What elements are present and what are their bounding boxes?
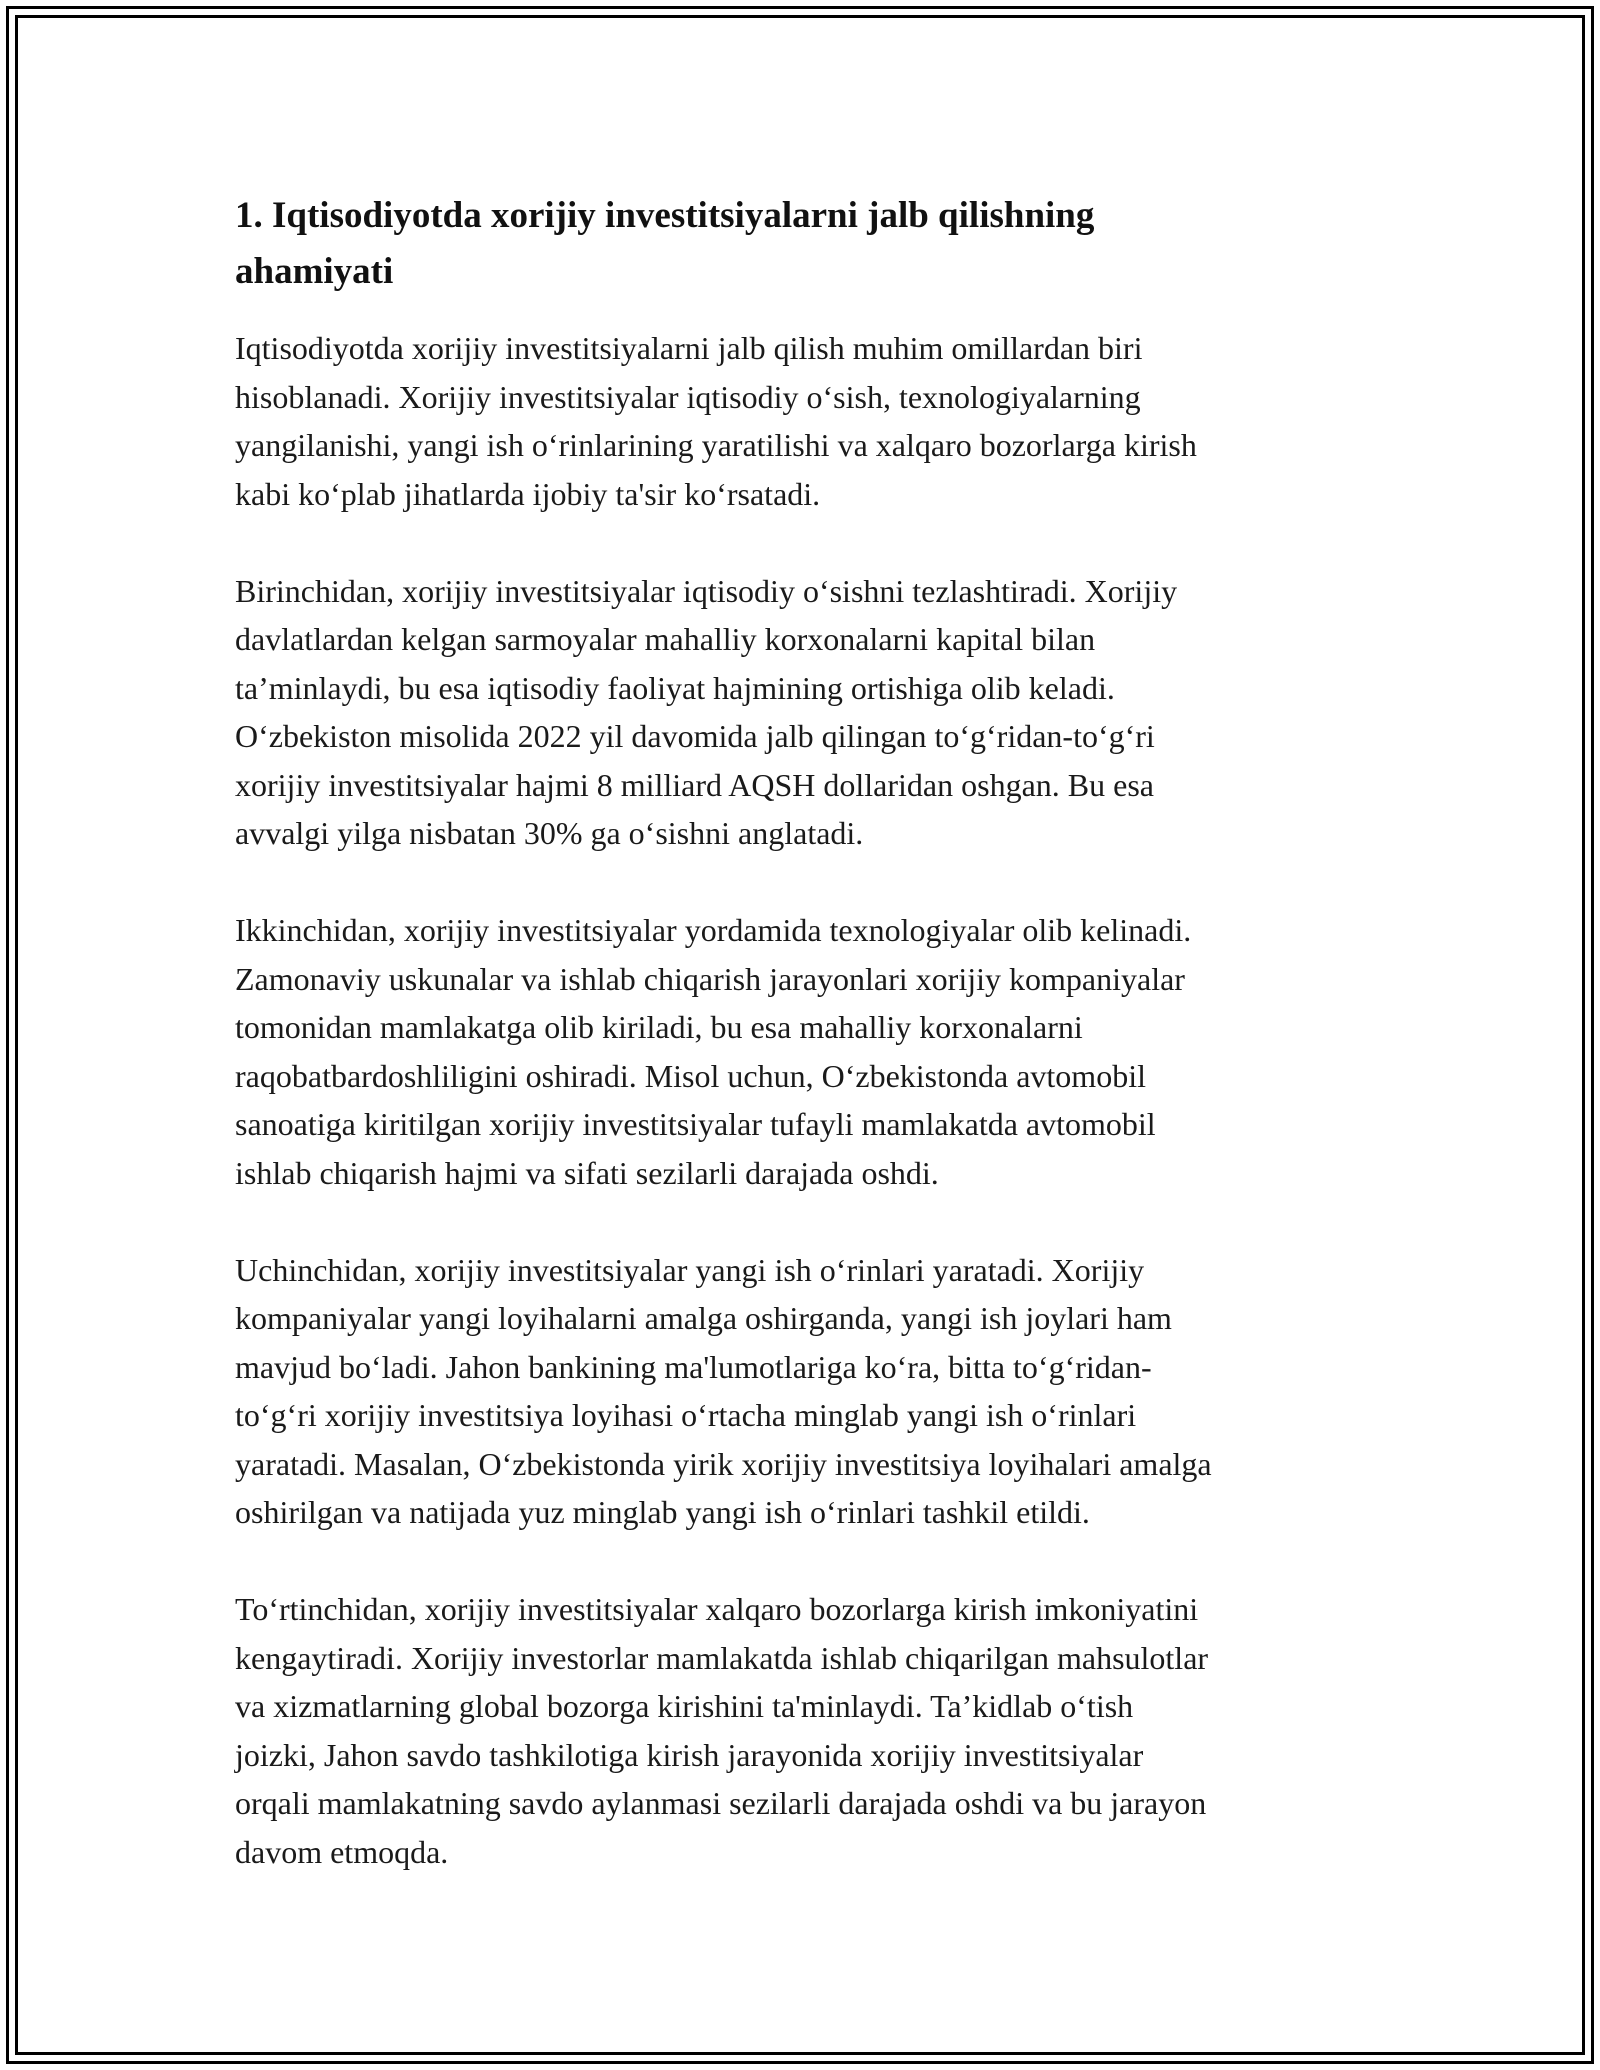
text-line: ishlab chiqarish hajmi va sifati sezilarli darajada oshdi. <box>235 1154 939 1191</box>
text-line: orqali mamlakatning savdo aylanmasi sezilarli darajada oshdi va bu jarayon <box>235 1785 1207 1821</box>
paragraph-second-point <box>235 906 1355 1197</box>
text-line: xorijiy investitsiyalar hajmi 8 milliard AQSH dollaridan oshgan. Bu esa <box>235 766 1154 803</box>
text-line: Iqtisodiyotda xorijiy investitsiyalarni jalb qilish muhim omillardan biri <box>235 330 1143 366</box>
heading-line: 1. Iqtisodiyotda xorijiy investitsiyalarni jalb qilishning <box>235 195 1095 236</box>
document-body <box>235 188 1355 1925</box>
text-line: To‘rtinchidan, xorijiy investitsiyalar xalqaro bozorlarga kirish imkoniyatini <box>235 1591 1199 1627</box>
text-line: hisoblanadi. Xorijiy investitsiyalar iqtisodiy o‘sish, texnologiyalarning <box>235 378 1141 415</box>
paragraph-intro <box>235 324 1355 518</box>
text-line: oshirilgan va natijada yuz minglab yangi ish o‘rinlari tashkil etildi. <box>235 1494 1090 1530</box>
text-line: tomonidan mamlakatga olib kiriladi, bu esa mahalliy korxonalarni <box>235 1009 1083 1045</box>
text-line: davom etmoqda. <box>235 1833 449 1870</box>
text-line: kabi ko‘plab jihatlarda ijobiy ta'sir ko‘rsatadi. <box>235 475 821 512</box>
text-line: mavjud bo‘ladi. Jahon bankining ma'lumotlariga ko‘ra, bitta to‘g‘ridan- <box>235 1348 1152 1385</box>
text-line: O‘zbekiston misolida 2022 yil davomida jalb qilingan to‘g‘ridan-to‘g‘ri <box>235 718 1155 754</box>
text-line: yaratadi. Masalan, O‘zbekistonda yirik xorijiy investitsiya loyihalari amalga <box>235 1445 1212 1482</box>
text-line: avvalgi yilga nisbatan 30% ga o‘sishni anglatadi. <box>235 815 864 851</box>
text-line: joizki, Jahon savdo tashkilotiga kirish jarayonida xorijiy investitsiyalar <box>235 1736 1144 1773</box>
text-line: kompaniyalar yangi loyihalarni amalga oshirganda, yangi ish joylari ham <box>235 1300 1172 1336</box>
paragraph-fourth-point <box>235 1585 1355 1876</box>
text-line: va xizmatlarning global bozorga kirishini ta'minlaydi. Ta’kidlab o‘tish <box>235 1688 1134 1724</box>
text-line: Ikkinchidan, xorijiy investitsiyalar yordamida texnologiyalar olib kelinadi. <box>235 912 1192 948</box>
section-heading <box>235 188 1355 300</box>
text-line: davlatlardan kelgan sarmoyalar mahalliy korxonalarni kapital bilan <box>235 621 1096 657</box>
text-line: Zamonaviy uskunalar va ishlab chiqarish jarayonlari xorijiy kompaniyalar <box>235 960 1185 997</box>
text-line: kengaytiradi. Xorijiy investorlar mamlakatda ishlab chiqarilgan mahsulotlar <box>235 1639 1209 1676</box>
text-line: ta’minlaydi, bu esa iqtisodiy faoliyat hajmining ortishiga olib keladi. <box>235 669 1115 706</box>
text-line: Uchinchidan, xorijiy investitsiyalar yangi ish o‘rinlari yaratadi. Xorijiy <box>235 1251 1145 1288</box>
paragraph-third-point <box>235 1246 1355 1537</box>
text-line: sanoatiga kiritilgan xorijiy investitsiyalar tufayli mamlakatda avtomobil <box>235 1106 1156 1142</box>
paragraph-first-point <box>235 567 1355 858</box>
heading-line: ahamiyati <box>235 251 394 292</box>
text-line: yangilanishi, yangi ish o‘rinlarining yaratilishi va xalqaro bozorlarga kirish <box>235 427 1197 463</box>
text-line: raqobatbardoshliligini oshiradi. Misol uchun, O‘zbekistonda avtomobil <box>235 1057 1146 1094</box>
text-line: to‘g‘ri xorijiy investitsiya loyihasi o‘rtacha minglab yangi ish o‘rinlari <box>235 1397 1137 1433</box>
text-line: Birinchidan, xorijiy investitsiyalar iqtisodiy o‘sishni tezlashtiradi. Xorijiy <box>235 572 1178 609</box>
